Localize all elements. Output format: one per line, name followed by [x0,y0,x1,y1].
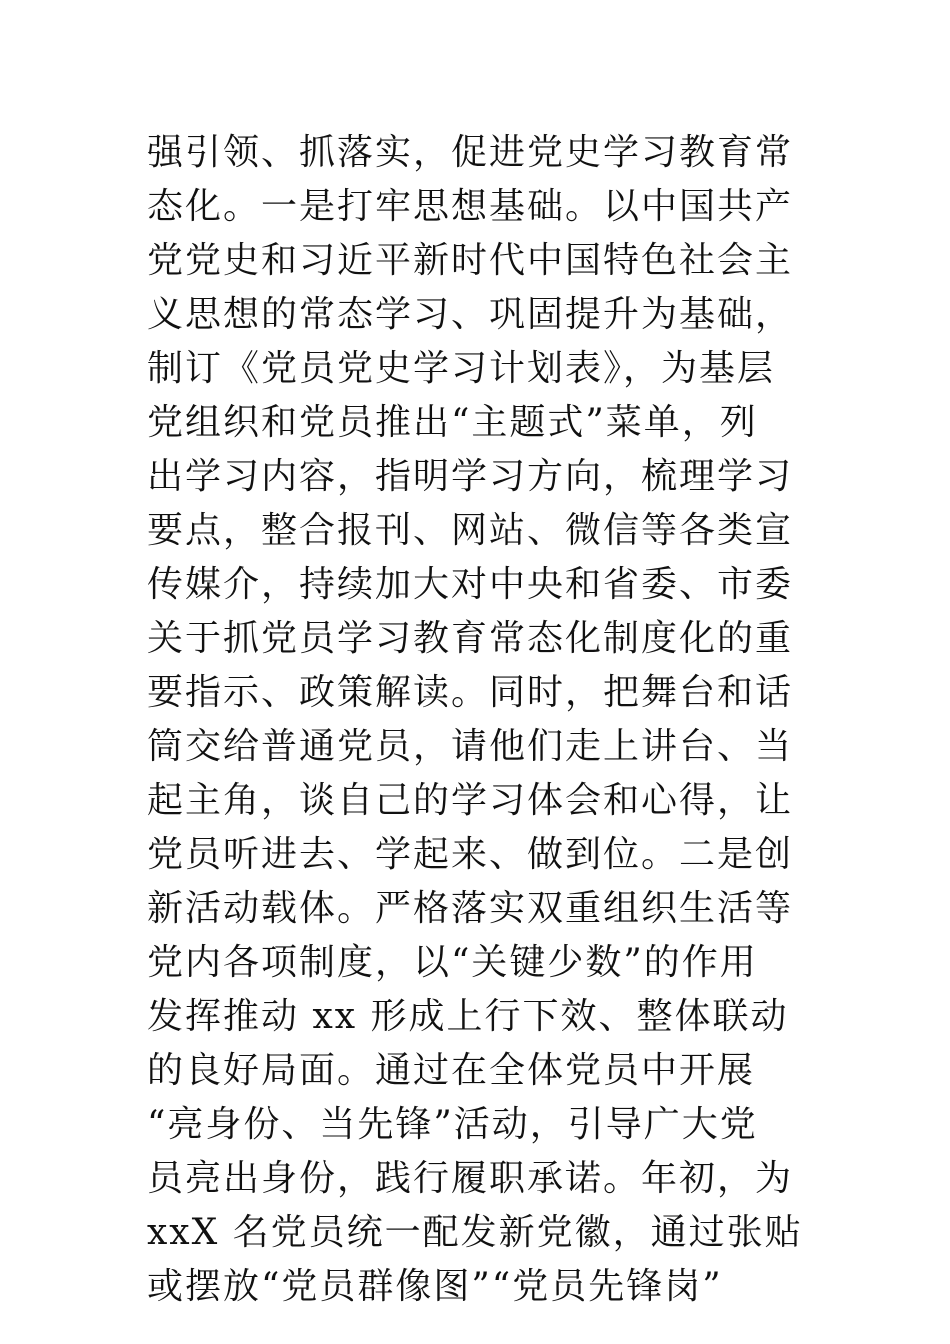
text-line: xxX 名党员统一配发新党徽，通过张贴 [147,1212,803,1253]
text-line: 要指示、政策解读。同时，把舞台和话 [147,672,794,713]
text-line: 党员听进去、学起来、做到位。二是创 [147,834,794,875]
text-line: 党组织和党员推出“主题式”菜单，列 [147,402,758,443]
text-line: 制订《党员党史学习计划表》，为基层 [147,348,776,389]
text-line: 新活动载体。严格落实双重组织生活等 [147,888,794,929]
text-line: 筒交给普通党员，请他们走上讲台、当 [147,726,794,767]
text-line: 的良好局面。通过在全体党员中开展 [147,1050,756,1091]
text-line: 发挥推动 xx 形成上行下效、整体联动 [147,996,789,1037]
text-line: 员亮出身份，践行履职承诺。年初，为 [147,1158,794,1199]
text-line: 态化。一是打牢思想基础。以中国共产 [147,186,794,227]
text-line: 传媒介，持续加大对中央和省委、市委 [147,564,794,605]
text-line: 起主角，谈自己的学习体会和心得，让 [147,780,794,821]
text-line: 党内各项制度，以“关键少数”的作用 [147,942,758,983]
text-line: 强引领、抓落实，促进党史学习教育常 [147,132,794,173]
text-line: 义思想的常态学习、巩固提升为基础， [147,294,794,335]
text-line: 或摆放“党员群像图”“党员先锋岗” [147,1266,723,1307]
text-line: 要点，整合报刊、网站、微信等各类宣 [147,510,794,551]
text-line: “亮身份、当先锋”活动，引导广大党 [147,1104,758,1145]
text-line: 党党史和习近平新时代中国特色社会主 [147,240,794,281]
text-line: 关于抓党员学习教育常态化制度化的重 [147,618,794,659]
body-paragraph [147,126,807,1314]
text-line: 出学习内容，指明学习方向，梳理学习 [147,456,794,497]
